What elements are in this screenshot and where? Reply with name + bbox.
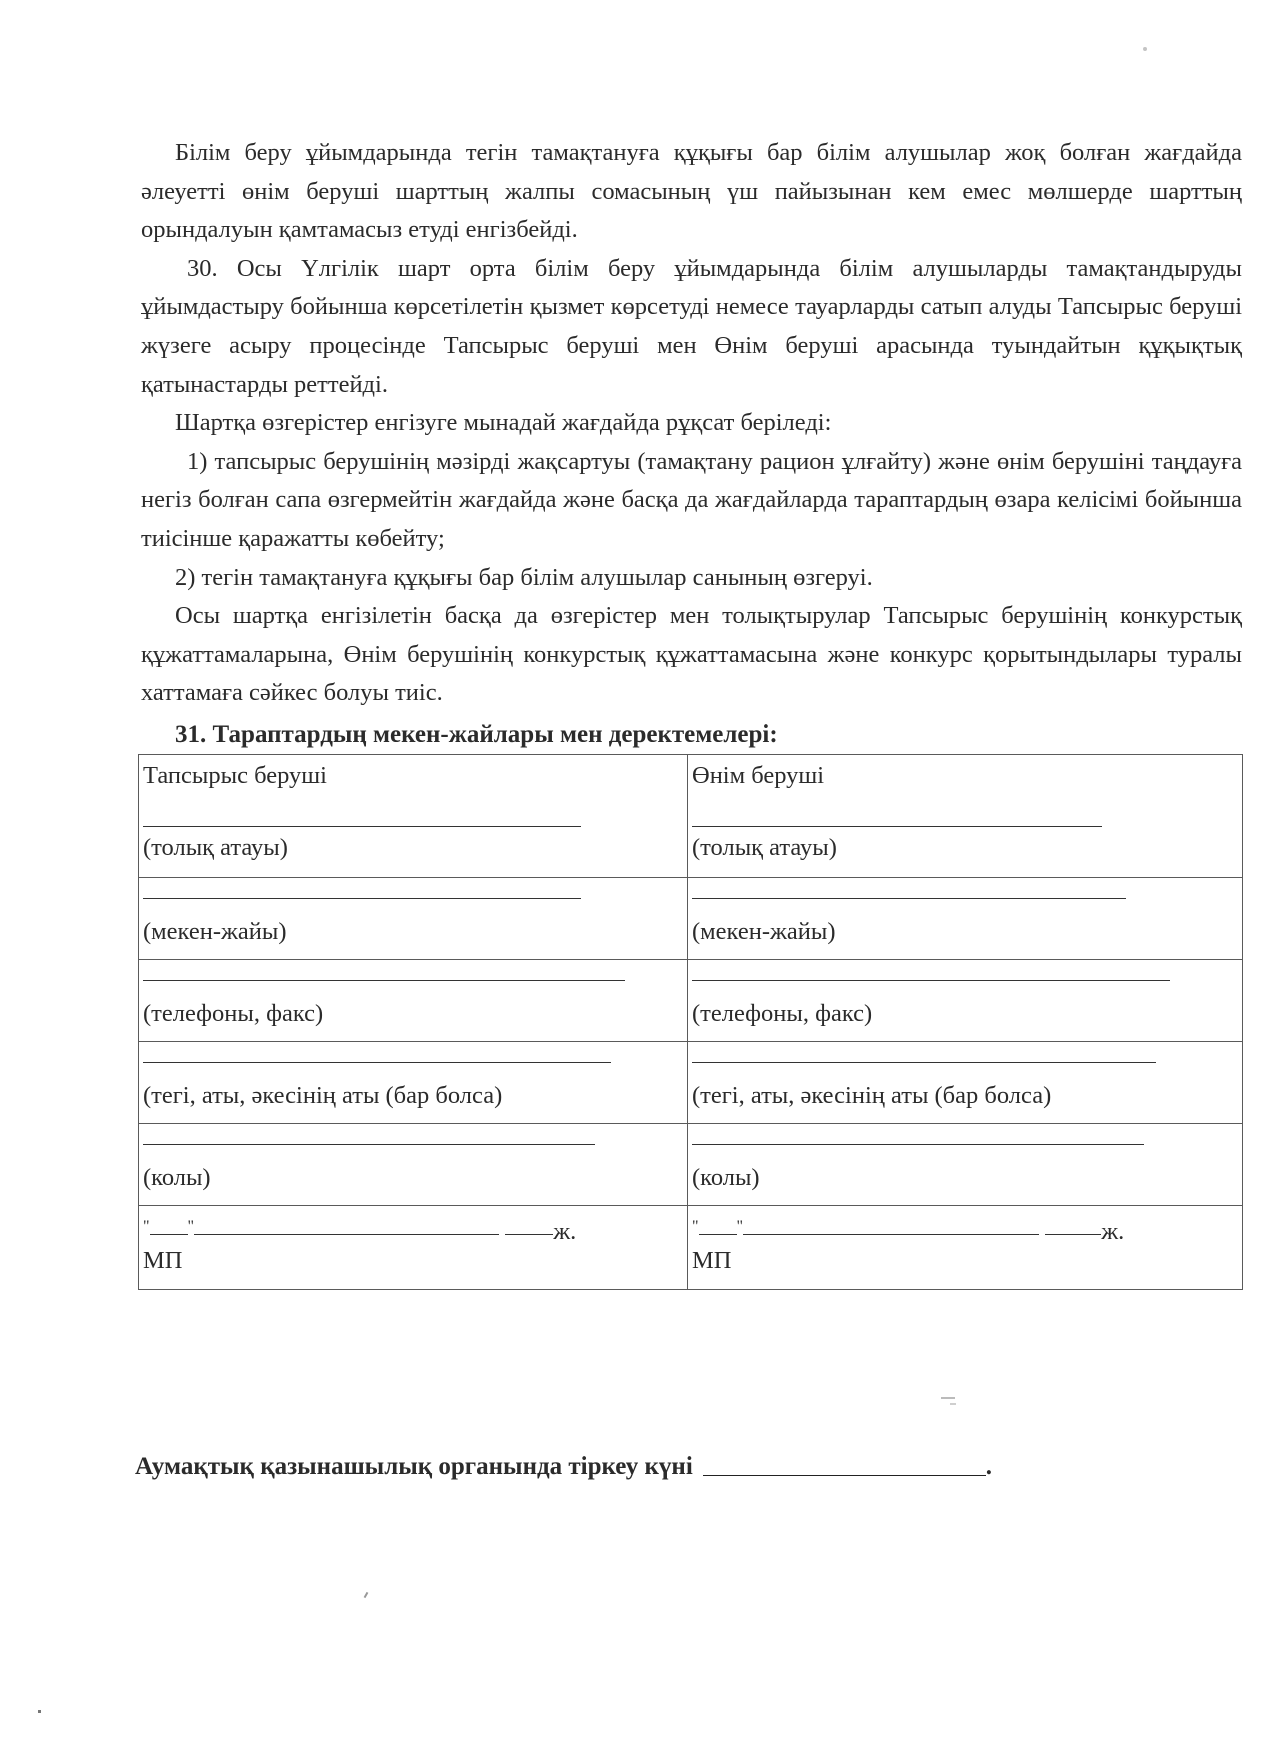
supplier-date-quote-open: ": [692, 1218, 699, 1235]
treasury-registration-blank: [703, 1453, 986, 1476]
supplier-date-cell: [688, 1206, 1243, 1290]
supplier-phone-line: [692, 960, 1170, 981]
customer-year-suffix: ж.: [553, 1218, 577, 1245]
supplier-day-blank: [699, 1214, 737, 1235]
supplier-phone-caption: (телефоны, факс): [692, 1000, 873, 1027]
customer-address-caption: (мекен-жайы): [143, 918, 287, 945]
supplier-heading: Өнім беруші: [692, 762, 825, 789]
requisites-table: [138, 754, 1243, 1290]
customer-name-line: [143, 792, 581, 827]
supplier-name-cell: [688, 755, 1243, 878]
customer-heading: Тапсырыс беруші: [143, 762, 327, 789]
contract-body: [141, 134, 1242, 713]
customer-name-caption: (толық атауы): [143, 834, 288, 861]
table-row: [139, 755, 1243, 878]
treasury-registration-label: Аумақтық қазынашылық органында тіркеу күні: [135, 1453, 693, 1480]
customer-address-cell: [139, 878, 688, 960]
supplier-name-line: [692, 792, 1102, 827]
customer-year-blank: [505, 1214, 553, 1235]
supplier-address-caption: (мекен-жайы): [692, 918, 836, 945]
customer-phone-line: [143, 960, 625, 981]
paragraph-changes-intro: Шартқа өзгерістер енгізуге мынадай жағдайда рұқсат беріледі:: [175, 409, 832, 437]
paragraph-security: Білім беру ұйымдарында тегін тамақтануға құқығы бар білім алушылар жоқ болған жағдайда әлеуетті өнім беруші шарттың жалпы сомасының үш пайызынан кем емес мөлшерде шарттың орындалуын қамтамасыз етуді енгізбейді.: [141, 139, 1242, 244]
table-row: [139, 878, 1243, 960]
table-row: [139, 960, 1243, 1042]
supplier-person-caption: (тегі, аты, әкесінің аты (бар болса): [692, 1082, 1052, 1109]
table-row: [139, 1124, 1243, 1206]
customer-signature-line: [143, 1124, 595, 1145]
supplier-name-caption: (толық атауы): [692, 834, 837, 861]
customer-date-quote-open: ": [143, 1218, 150, 1235]
customer-phone-cell: [139, 960, 688, 1042]
supplier-signature-cell: [688, 1124, 1243, 1206]
supplier-month-blank: [743, 1214, 1039, 1235]
scan-artifact: [364, 1592, 369, 1598]
customer-person-line: [143, 1042, 611, 1063]
paragraph-change-item-2: 2) тегін тамақтануға құқығы бар білім алушылар санының өзгеруі.: [175, 563, 873, 591]
table-row: [139, 1042, 1243, 1124]
customer-month-blank: [194, 1214, 499, 1235]
table-row: [139, 1206, 1243, 1290]
supplier-year-suffix: ж.: [1101, 1218, 1125, 1245]
customer-stamp-label: МП: [143, 1247, 183, 1274]
scan-artifact: [38, 1710, 41, 1713]
supplier-date-quote-close: ": [736, 1218, 744, 1235]
customer-name-cell: [139, 755, 688, 878]
customer-date-cell: [139, 1206, 688, 1290]
section-title: 31. Тараптардың мекен-жайлары мен деректемелері:: [175, 721, 778, 748]
supplier-phone-cell: [688, 960, 1243, 1042]
customer-person-caption: (тегі, аты, әкесінің аты (бар болса): [143, 1082, 503, 1109]
customer-date-line: [143, 1206, 683, 1244]
supplier-person-cell: [688, 1042, 1243, 1124]
supplier-year-blank: [1045, 1214, 1101, 1235]
paragraph-other-changes: Осы шартқа енгізілетін басқа да өзгерістер мен толықтырулар Тапсырыс берушінің конкурстық құжаттамаларына, Өнім берушінің конкурстық құжаттамасына және конкурс қорытындылары туралы хаттамаға сәйкес болуы тиіс.: [141, 602, 1242, 707]
customer-person-cell: [139, 1042, 688, 1124]
customer-signature-caption: (колы): [143, 1164, 211, 1191]
customer-day-blank: [150, 1214, 188, 1235]
supplier-date-line: [692, 1206, 1238, 1244]
supplier-signature-caption: (колы): [692, 1164, 760, 1191]
customer-signature-cell: [139, 1124, 688, 1206]
supplier-address-cell: [688, 878, 1243, 960]
customer-date-quote-close: ": [187, 1218, 195, 1235]
treasury-registration-end: .: [985, 1453, 993, 1480]
scan-artifact: [950, 1403, 956, 1405]
supplier-address-line: [692, 878, 1126, 899]
customer-phone-caption: (телефоны, факс): [143, 1000, 324, 1027]
supplier-stamp-label: МП: [692, 1247, 732, 1274]
supplier-person-line: [692, 1042, 1156, 1063]
scan-artifact: [1143, 47, 1147, 51]
paragraph-30: 30. Осы Үлгілік шарт орта білім беру ұйымдарында білім алушыларды тамақтандыруды ұйымдастыру бойынша көрсетілетін қызмет көрсетуді немесе тауарларды сатып алуды Тапсырыс беруші жүзеге асыру процесінде Тапсырыс беруші мен Өнім беруші арасында туындайтын құқықтық қатынастарды реттейді.: [141, 254, 1242, 398]
supplier-signature-line: [692, 1124, 1144, 1145]
paragraph-change-item-1: 1) тапсырыс берушінің мәзірді жақсартуы (тамақтану рацион ұлғайту) және өнім берушіні таңдауға негіз болған сапа өзгермейтін жағдайда және басқа да жағдайларда тараптардың өзара келісімі бойынша тиісінше қаражатты көбейту;: [141, 447, 1242, 552]
treasury-registration-line: [135, 1449, 992, 1485]
customer-address-line: [143, 878, 581, 899]
scan-artifact: [941, 1397, 955, 1399]
